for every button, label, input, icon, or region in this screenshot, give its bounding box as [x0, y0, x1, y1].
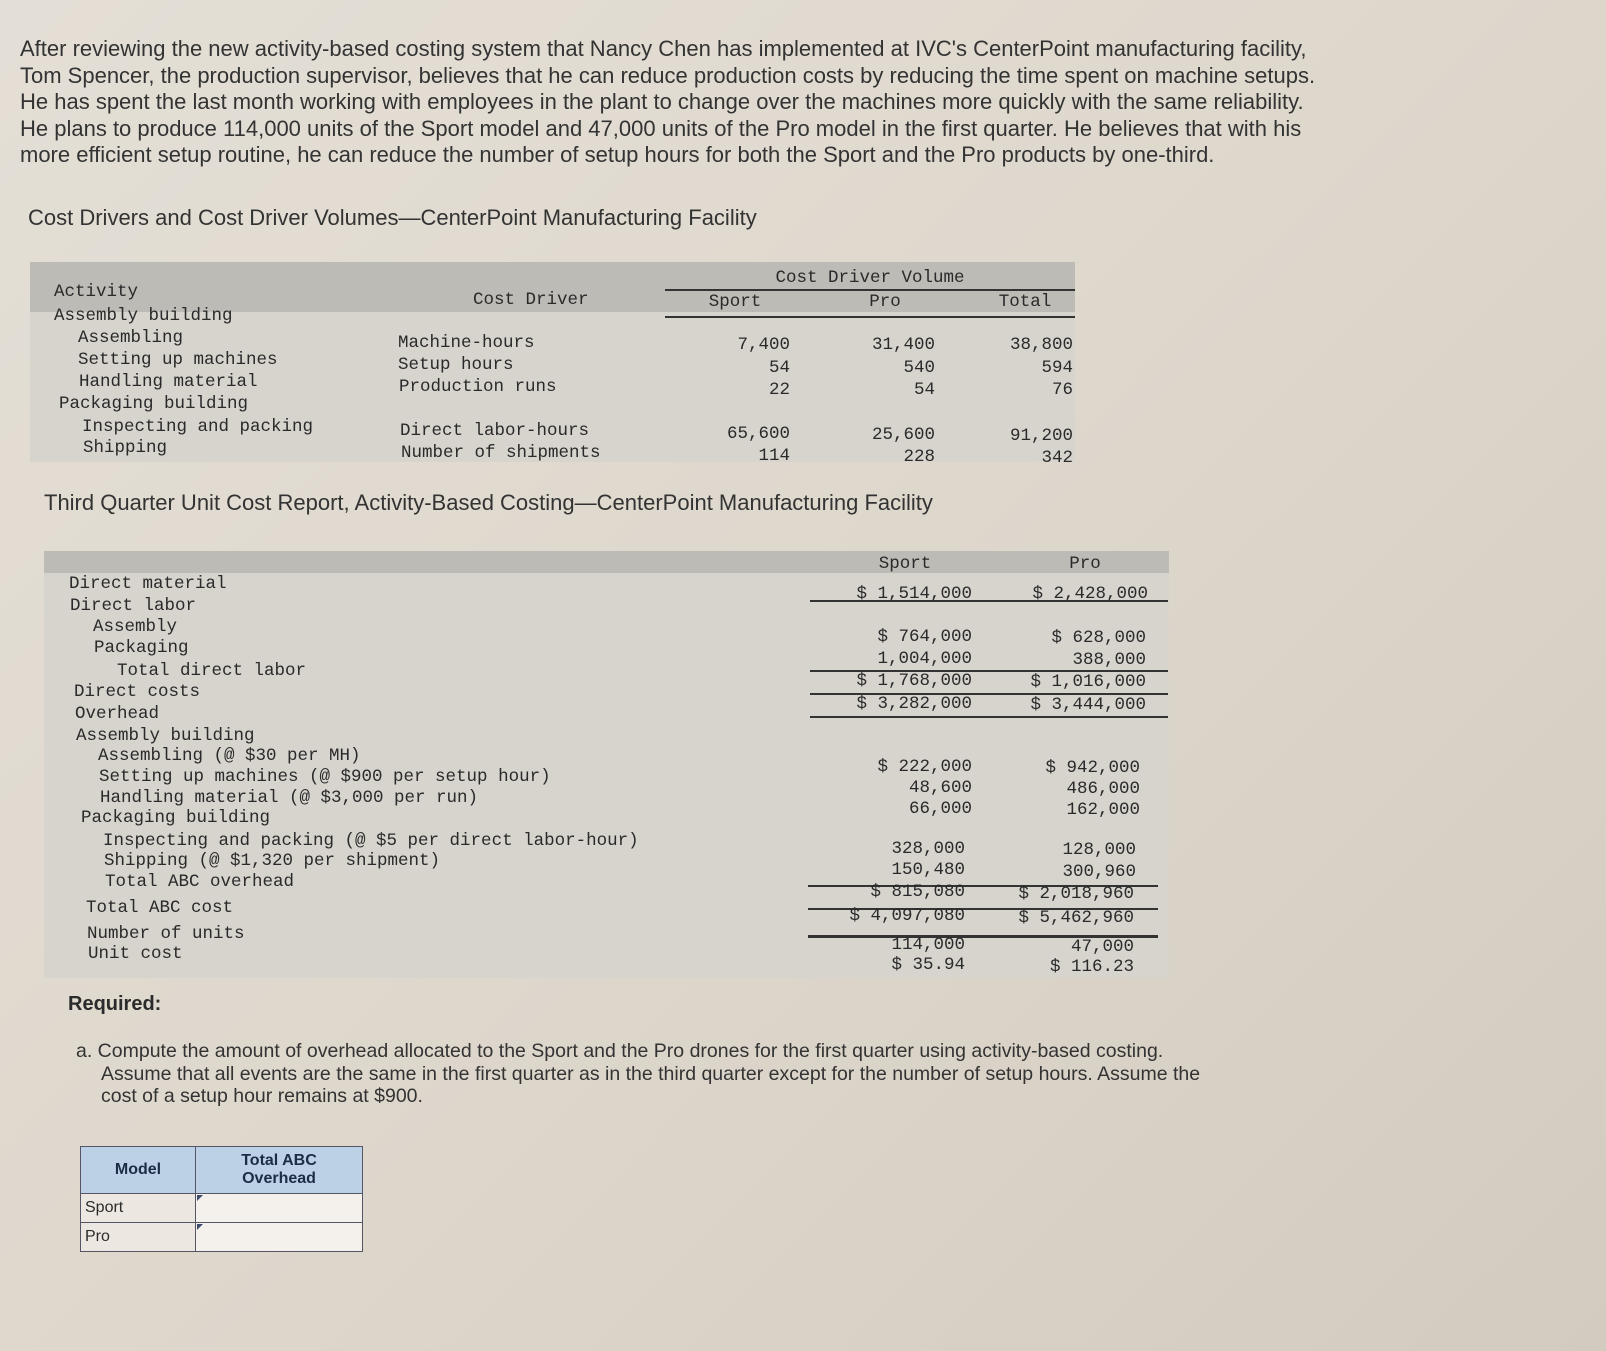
total-volume: 594 [1041, 358, 1073, 378]
report-sport-value: $ 222,000 [877, 757, 972, 777]
report-sport-value: $ 815,080 [870, 882, 965, 902]
total-volume: 342 [1041, 448, 1073, 468]
report-rule [810, 716, 1168, 718]
driver-label: Number of shipments [401, 443, 601, 463]
report-label: Total direct labor [117, 661, 307, 681]
report-sport-value: 48,600 [908, 778, 972, 798]
volume-header: Cost Driver Volume [775, 268, 965, 288]
drivers-title: Cost Drivers and Cost Driver Volumes—CenterPoint Manufacturing Facility [28, 205, 757, 230]
cost-driver-header: Cost Driver [473, 290, 589, 310]
table-row [81, 1194, 363, 1223]
activity-label: Setting up machines [78, 350, 278, 370]
report-sport-header: Sport [878, 554, 932, 574]
part-a-line: cost of a setup hour remains at $900. [101, 1085, 423, 1107]
report-pro-value: $ 942,000 [1045, 758, 1140, 778]
pro-overhead-input[interactable] [196, 1223, 363, 1252]
report-pro-value: 486,000 [1066, 779, 1140, 799]
report-pro-value: $ 3,444,000 [1030, 695, 1146, 715]
report-sport-value: 114,000 [891, 935, 965, 955]
pro-volume: 228 [903, 447, 935, 467]
pro-volume: 540 [903, 358, 935, 378]
total-volume: 38,800 [1009, 335, 1073, 355]
report-title: Third Quarter Unit Cost Report, Activity-Based Costing—CenterPoint Manufacturing Facility [44, 490, 933, 515]
report-label: Total ABC cost [86, 898, 234, 918]
report-label: Total ABC overhead [105, 872, 295, 892]
report-sport-value: $ 35.94 [891, 955, 965, 975]
intro-line: He plans to produce 114,000 units of the Sport model and 47,000 units of the Pro model in the first quarter. He believes that with his [20, 115, 1302, 141]
sport-volume: 54 [768, 358, 790, 378]
report-label: Assembly building [76, 726, 255, 746]
report-label: Assembling (@ $30 per MH) [98, 746, 361, 766]
report-sport-value: $ 764,000 [877, 627, 972, 647]
sport-volume: 7,400 [737, 335, 790, 355]
report-label: Inspecting and packing (@ $5 per direct labor-hour) [103, 831, 639, 851]
part-a-line: a. Compute the amount of overhead allocated to the Sport and the Pro drones for the first quarter using activity-based costing. [76, 1040, 1164, 1062]
report-sport-value: $ 4,097,080 [849, 906, 965, 926]
total-volume: 76 [1051, 380, 1073, 400]
part-a-instructions [76, 1040, 1336, 1108]
report-sport-value: 150,480 [891, 860, 965, 880]
sport-overhead-input[interactable] [196, 1194, 363, 1223]
report-label: Overhead [75, 704, 160, 724]
overhead-column-header [196, 1147, 363, 1194]
report-sport-value: $ 3,282,000 [856, 694, 972, 714]
report-sport-value: 1,004,000 [877, 649, 972, 669]
required-heading: Required: [68, 993, 162, 1015]
activity-label: Packaging building [59, 394, 249, 414]
sport-header: Sport [708, 292, 762, 312]
report-label: Handling material (@ $3,000 per run) [100, 788, 479, 808]
driver-label: Machine-hours [398, 333, 535, 353]
volume-header-rule [665, 289, 1075, 291]
pro-volume: 31,400 [871, 335, 935, 355]
activity-label: Handling material [79, 372, 258, 392]
report-pro-value: 162,000 [1066, 800, 1140, 820]
report-label: Direct material [69, 574, 227, 594]
pro-header: Pro [869, 292, 901, 312]
overhead-header-line: Overhead [242, 1170, 316, 1187]
report-pro-value: $ 116.23 [1049, 957, 1134, 977]
report-sport-value: $ 1,514,000 [856, 584, 972, 604]
report-sport-value: 66,000 [908, 799, 972, 819]
report-label: Setting up machines (@ $900 per setup hour) [99, 767, 551, 787]
activity-label: Shipping [83, 438, 168, 458]
intro-line: After reviewing the new activity-based costing system that Nancy Chen has implemented at IVC's CenterPoint manufacturing facility, [20, 36, 1307, 61]
report-label: Packaging [94, 638, 189, 658]
activity-label: Assembly building [54, 306, 233, 326]
driver-label: Direct labor-hours [400, 421, 590, 441]
part-a-line: Assume that all events are the same in the first quarter as in the third quarter except for the number of setup hours. Assume the [101, 1062, 1201, 1085]
report-pro-value: $ 2,428,000 [1032, 584, 1148, 604]
model-cell-sport: Sport [81, 1194, 196, 1223]
pro-volume: 25,600 [871, 425, 935, 445]
report-label: Shipping (@ $1,320 per shipment) [104, 851, 441, 871]
pro-volume: 54 [913, 380, 935, 400]
total-header: Total [998, 292, 1052, 312]
activity-label: Assembling [78, 328, 184, 348]
report-sport-value: $ 1,768,000 [856, 671, 972, 691]
intro-line: He has spent the last month working with employees in the plant to change over the machines more quickly with the same reliability. [20, 89, 1304, 114]
report-label: Direct labor [70, 596, 197, 616]
report-label: Packaging building [81, 808, 271, 828]
model-column-header: Model [81, 1147, 196, 1194]
report-label: Direct costs [74, 682, 201, 702]
report-sport-value: 328,000 [891, 839, 965, 859]
report-pro-value: 128,000 [1062, 840, 1136, 860]
report-pro-value: $ 1,016,000 [1030, 672, 1146, 692]
intro-paragraph [20, 36, 1420, 169]
report-pro-value: 388,000 [1072, 650, 1146, 670]
report-header-band [44, 551, 1169, 573]
activity-label: Inspecting and packing [82, 417, 314, 437]
model-cell-pro: Pro [81, 1223, 196, 1252]
sport-volume: 65,600 [726, 424, 790, 444]
report-pro-value: $ 5,462,960 [1018, 908, 1134, 928]
overhead-header-line: Total ABC [241, 1152, 317, 1169]
report-pro-header: Pro [1069, 554, 1101, 574]
drivers-header-rule [665, 316, 1075, 318]
activity-header: Activity [54, 282, 139, 302]
intro-line: more efficient setup routine, he can reduce the number of setup hours for both the Sport and the Pro products by one-third. [20, 142, 1215, 167]
report-label: Unit cost [88, 944, 183, 964]
report-pro-value: 47,000 [1070, 937, 1134, 957]
table-row [81, 1223, 363, 1252]
driver-label: Setup hours [398, 355, 514, 375]
sport-volume: 114 [758, 446, 790, 466]
report-pro-value: 300,960 [1062, 862, 1136, 882]
intro-line: Tom Spencer, the production supervisor, believes that he can reduce production costs by reducing the time spent on machine setups. [20, 62, 1316, 88]
report-pro-value: $ 628,000 [1051, 628, 1146, 648]
report-label: Assembly [93, 617, 178, 637]
report-pro-value: $ 2,018,960 [1018, 884, 1134, 904]
report-label: Number of units [87, 924, 245, 944]
driver-label: Production runs [399, 377, 557, 397]
answer-table [80, 1146, 363, 1252]
sport-volume: 22 [768, 380, 790, 400]
total-volume: 91,200 [1009, 426, 1073, 446]
